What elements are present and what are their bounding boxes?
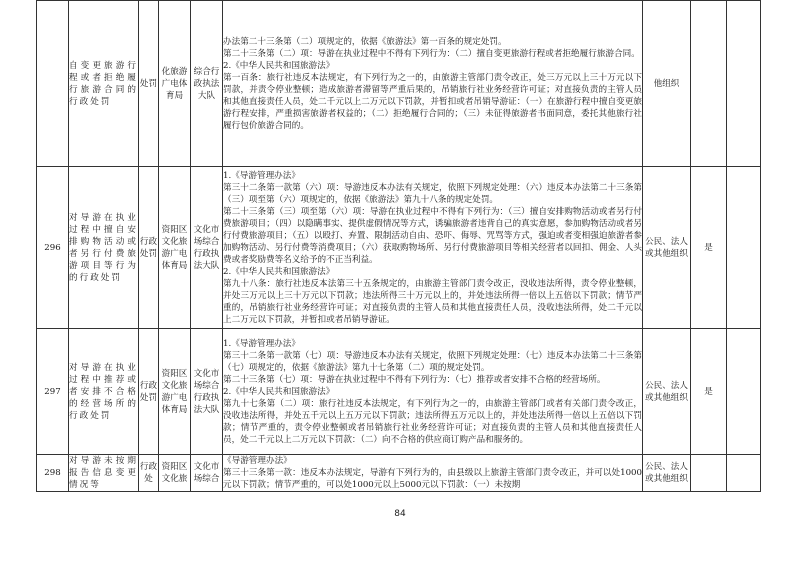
basis-line: 第二十三条第（七）项：导游在执业过程中不得有下列行为：（七）推荐或者安排不合格的经营场所。 — [223, 374, 606, 385]
empty-cell — [727, 455, 761, 492]
row-number — [37, 1, 69, 167]
basis-line: 第三十二条第一款第（六）项：导游违反本办法有关规定，依照下列规定处理：（六）违反本办法第二十三条第（三）项至第（六）项规定的，依据《旅游法》第九十八条的规定处罚。 — [223, 182, 642, 205]
department: 化旅游广电体育局 — [159, 1, 191, 167]
legal-basis — [223, 167, 643, 329]
department: 资阳区文化旅游广电体育局 — [159, 329, 191, 455]
legal-basis — [223, 329, 643, 455]
remark: 是 — [691, 329, 727, 455]
item-type: 处罚 — [139, 1, 159, 167]
remark — [691, 455, 727, 492]
item-name: 对导游在执业过程中推荐或者安排不合格的经营场所的行政处罚 — [69, 329, 139, 455]
basis-line: 《导游管理办法》 — [223, 456, 292, 466]
basis-line: 第九十八条：旅行社违反本法第三十五条规定的，由旅游主管部门责令改正，没收违法所得，责令停业整顿，并处三万元以上三十万元以下罚款；违法所得三十万元以上的，并处违法所得一倍以上五倍以下罚款；情节严重的，吊销旅行社业务经营许可证；对直接负责的主管人员和其他直接责任人员，没收违法所得，处二千元以上二万元以下罚款，并暂扣或者吊销导游证。 — [223, 278, 642, 325]
table-row — [37, 167, 761, 329]
basis-line: 办法第二十三条第（二）项规定的，依据《旅游法》第一百条的规定处罚。 — [223, 36, 507, 47]
basis-line: 1.《导游管理办法》 — [223, 338, 300, 349]
basis-line: 2.《中华人民共和国旅游法》 — [223, 386, 335, 397]
legal-basis — [223, 455, 643, 492]
item-type: 行政处罚 — [139, 167, 159, 329]
legal-basis — [223, 1, 643, 167]
row-number: 298 — [37, 455, 69, 492]
basis-line: 第二十三条第（二）项：导游在执业过程中不得有下列行为：（二）擅自变更旅游行程或者拒绝履行旅游合同。 — [223, 48, 640, 59]
item-name: 对导游在执业过程中擅自安排购物活动或者另行付费旅游项目等行为的行政处罚 — [69, 167, 139, 329]
target-object: 公民、法人或其他组织 — [643, 329, 691, 455]
item-type: 行政处 — [139, 455, 159, 492]
basis-line: 1.《导游管理办法》 — [223, 170, 300, 181]
administrative-penalty-table — [36, 0, 761, 492]
row-number: 297 — [37, 329, 69, 455]
item-type: 行政处罚 — [139, 329, 159, 455]
item-name: 自变更旅游行程或者拒绝履行旅游合同的行政处罚 — [69, 1, 139, 167]
basis-line: 第三十二条第一款第（七）项：导游违反本办法有关规定，依照下列规定处理：（七）违反本办法第二十三条第（七）项规定的，依据《旅游法》第九十七条第（二）项的规定处罚。 — [223, 350, 642, 373]
department: 资阳区文化旅游广电体育局 — [159, 167, 191, 329]
item-name: 对导游未按期报告信息变更情况等 — [69, 456, 138, 490]
basis-line: 2.《中华人民共和国旅游法》 — [223, 266, 335, 277]
target-object: 他组织 — [643, 1, 691, 167]
basis-line: 第三十三条第一款：违反本办法规定，导游有下列行为的，由县级以上旅游主管部门责令改正，并可以处1000元以下罚款；情节严重的，可以处1000元以上5000元以下罚款：（一）未按期 — [223, 468, 642, 490]
empty-cell — [727, 1, 761, 167]
empty-cell — [727, 167, 761, 329]
basis-line: 第九十七条第（二）项：旅行社违反本法规定，有下列行为之一的，由旅游主管部门或者有关部门责令改正，没收违法所得，并处五千元以上五万元以下罚款；违法所得五万元以上的，并处违法所得一倍以上五倍以下罚款；情节严重的，责令停业整顿或者吊销旅行社业务经营许可证；对直接负责的主管人员和其他直接责任人员，处二千元以上二万元以下罚款：（二）向不合格的供应商订购产品和服务的。 — [223, 398, 642, 445]
department: 资阳区文化旅 — [159, 455, 191, 492]
remark: 是 — [691, 167, 727, 329]
enforcement-unit: 文化市场综合 — [191, 455, 223, 492]
target-object: 公民、法人或其他组织 — [643, 455, 691, 492]
table-row — [37, 1, 761, 167]
page-number: 84 — [394, 509, 406, 519]
enforcement-unit: 文化市场综合行政执法大队 — [191, 167, 223, 329]
basis-line: 第二十三条第（三）项至第（六）项：导游在执业过程中不得有下列行为：（三）擅自安排购物活动或者另行付费旅游项目；（四）以隐瞒事实、提供虚假情况等方式，诱骗旅游者违背自己的真实意愿，参加购物活动或者另行付费旅游项目；（五）以殴打、弃置、限制活动自由、恐吓、侮辱、咒骂等方式，强迫或者变相强迫旅游者参加购物活动、另行付费等消费项目；（六）获取购物场所、另行付费旅游项目等相关经营者以回扣、佣金、人头费或者奖励费等名义给予的不正当利益。 — [223, 206, 642, 265]
remark — [691, 1, 727, 167]
basis-line: 2.《中华人民共和国旅游法》 — [223, 60, 335, 71]
enforcement-unit: 综合行政执法大队 — [191, 1, 223, 167]
target-object: 公民、法人或其他组织 — [643, 167, 691, 329]
table-row — [37, 329, 761, 455]
table-row — [37, 455, 761, 492]
row-number: 296 — [37, 167, 69, 329]
basis-line: 第一百条：旅行社违反本法规定，有下列行为之一的，由旅游主管部门责令改正，处三万元以上三十万元以下罚款，并责令停业整顿；造成旅游者滞留等严重后果的，吊销旅行社业务经营许可证；对直接负责的主管人员和其他直接责任人员，处二千元以上二万元以下罚款，并暂扣或者吊销导游证：（一）在旅游行程中擅自变更旅游行程安排，严重损害旅游者权益的；（二）拒绝履行合同的；（三）未征得旅游者书面同意，委托其他旅行社履行包价旅游合同的。 — [223, 72, 642, 131]
empty-cell — [727, 329, 761, 455]
enforcement-unit: 文化市场综合行政执法大队 — [191, 329, 223, 455]
